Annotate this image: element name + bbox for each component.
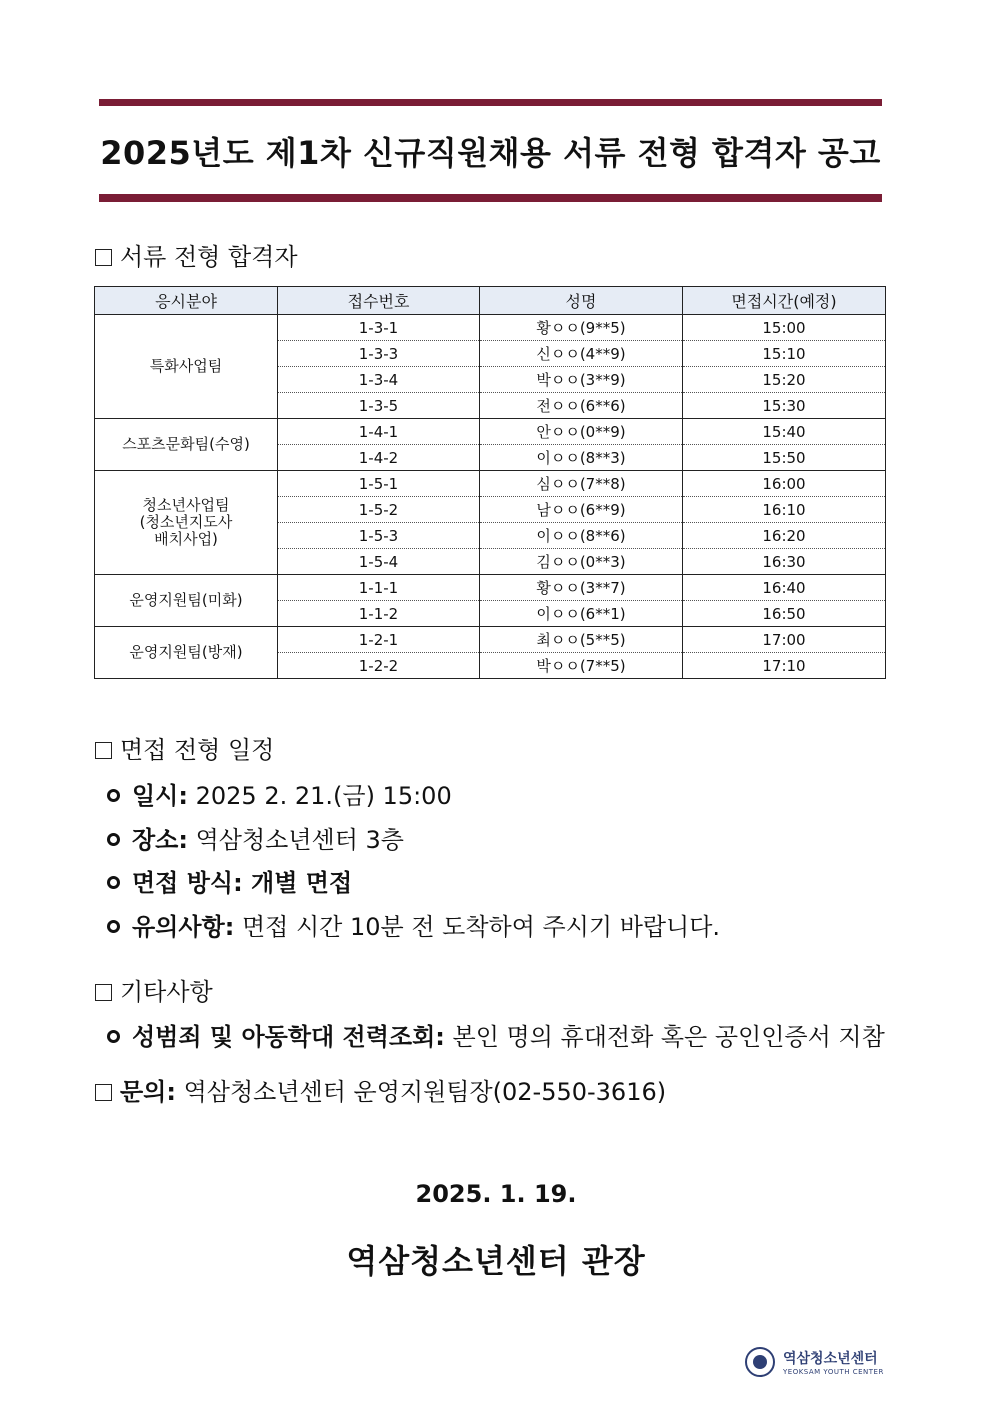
section-results-heading: 서류 전형 합격자: [95, 237, 298, 272]
etc-item: 성범죄 및 아동학대 전력조회: 본인 명의 휴대전화 혹은 공인인증서 지참: [107, 1017, 885, 1052]
title-rule-top: [99, 99, 882, 106]
applicant-name: 최ㅇㅇ(5**5): [480, 627, 683, 653]
table-row: [95, 315, 886, 341]
application-number: 1-3-3: [278, 341, 480, 367]
schedule-item-place: 장소: 역삼청소년센터 3층: [107, 820, 404, 855]
schedule-item-notice: 유의사항: 면접 시간 10분 전 도착하여 주시기 바랍니다.: [107, 907, 720, 942]
interview-time: 16:20: [683, 523, 886, 549]
center-logo: [745, 1346, 885, 1382]
interview-time: 17:00: [683, 627, 886, 653]
team-line: 청소년사업팀: [142, 496, 230, 514]
schedule-item-datetime: 일시: 2025 2. 21.(금) 15:00: [107, 776, 452, 811]
application-number: 1-5-3: [278, 523, 480, 549]
checkbox-square-icon: [95, 249, 112, 266]
team-cell: 운영지원팀(미화): [95, 575, 278, 627]
col-header-number: 접수번호: [278, 287, 480, 315]
interview-time: 16:00: [683, 471, 886, 497]
interview-time: 15:10: [683, 341, 886, 367]
team-cell: [95, 471, 278, 575]
page-title: 2025년도 제1차 신규직원채용 서류 전형 합격자 공고: [100, 134, 881, 172]
circle-bullet-icon: [107, 1030, 120, 1043]
applicant-name: 박ㅇㅇ(3**9): [480, 367, 683, 393]
issue-date: 2025. 1. 19.: [415, 1180, 577, 1208]
team-cell: 스포츠문화팀(수영): [95, 419, 278, 471]
applicant-name: 황ㅇㅇ(3**7): [480, 575, 683, 601]
applicant-name: 남ㅇㅇ(6**9): [480, 497, 683, 523]
team-cell: 특화사업팀: [95, 315, 278, 419]
results-table: [94, 286, 886, 679]
applicant-name: 이ㅇㅇ(8**6): [480, 523, 683, 549]
interview-time: 16:30: [683, 549, 886, 575]
interview-time: 15:20: [683, 367, 886, 393]
interview-time: 17:10: [683, 653, 886, 679]
team-line: (청소년지도사: [139, 513, 233, 531]
title-rule-bottom: [99, 194, 882, 202]
circle-bullet-icon: [107, 920, 120, 933]
application-number: 1-2-1: [278, 627, 480, 653]
col-header-name: 성명: [480, 287, 683, 315]
applicant-name: 황ㅇㅇ(9**5): [480, 315, 683, 341]
checkbox-square-icon: [95, 984, 112, 1001]
checkbox-square-icon: [95, 742, 112, 759]
center-emblem-icon: [745, 1347, 775, 1377]
interview-time: 15:40: [683, 419, 886, 445]
team-cell: 운영지원팀(방재): [95, 627, 278, 679]
application-number: 1-1-2: [278, 601, 480, 627]
signature: 역삼청소년센터 관장: [346, 1242, 646, 1280]
interview-time: 16:40: [683, 575, 886, 601]
applicant-name: 신ㅇㅇ(4**9): [480, 341, 683, 367]
col-header-field: 응시분야: [95, 287, 278, 315]
application-number: 1-1-1: [278, 575, 480, 601]
contact-line: 문의: 역삼청소년센터 운영지원팀장(02-550-3616): [95, 1072, 666, 1107]
col-header-time: 면접시간(예정): [683, 287, 886, 315]
application-number: 1-4-1: [278, 419, 480, 445]
section-schedule-heading: 면접 전형 일정: [95, 730, 274, 765]
table-row: [95, 419, 886, 445]
table-header-row: [95, 287, 886, 315]
table-row: [95, 575, 886, 601]
applicant-name: 이ㅇㅇ(6**1): [480, 601, 683, 627]
section-etc-heading: 기타사항: [95, 972, 213, 1007]
circle-bullet-icon: [107, 789, 120, 802]
application-number: 1-4-2: [278, 445, 480, 471]
table-row: [95, 627, 886, 653]
applicant-name: 김ㅇㅇ(0**3): [480, 549, 683, 575]
checkbox-square-icon: [95, 1084, 112, 1101]
applicant-name: 전ㅇㅇ(6**6): [480, 393, 683, 419]
application-number: 1-2-2: [278, 653, 480, 679]
applicant-name: 이ㅇㅇ(8**3): [480, 445, 683, 471]
applicant-name: 박ㅇㅇ(7**5): [480, 653, 683, 679]
interview-time: 16:10: [683, 497, 886, 523]
applicant-name: 안ㅇㅇ(0**9): [480, 419, 683, 445]
application-number: 1-5-2: [278, 497, 480, 523]
application-number: 1-3-1: [278, 315, 480, 341]
circle-bullet-icon: [107, 876, 120, 889]
circle-bullet-icon: [107, 833, 120, 846]
application-number: 1-5-1: [278, 471, 480, 497]
team-line: 배치사업): [154, 530, 218, 548]
logo-english: YEOKSAM YOUTH CENTER: [783, 1368, 884, 1376]
interview-time: 15:00: [683, 315, 886, 341]
applicant-name: 심ㅇㅇ(7**8): [480, 471, 683, 497]
application-number: 1-3-5: [278, 393, 480, 419]
interview-time: 15:50: [683, 445, 886, 471]
logo-name: 역삼청소년센터: [783, 1351, 878, 1367]
schedule-item-method: 면접 방식: 개별 면접: [107, 863, 352, 898]
application-number: 1-3-4: [278, 367, 480, 393]
interview-time: 15:30: [683, 393, 886, 419]
table-row: [95, 471, 886, 497]
interview-time: 16:50: [683, 601, 886, 627]
application-number: 1-5-4: [278, 549, 480, 575]
